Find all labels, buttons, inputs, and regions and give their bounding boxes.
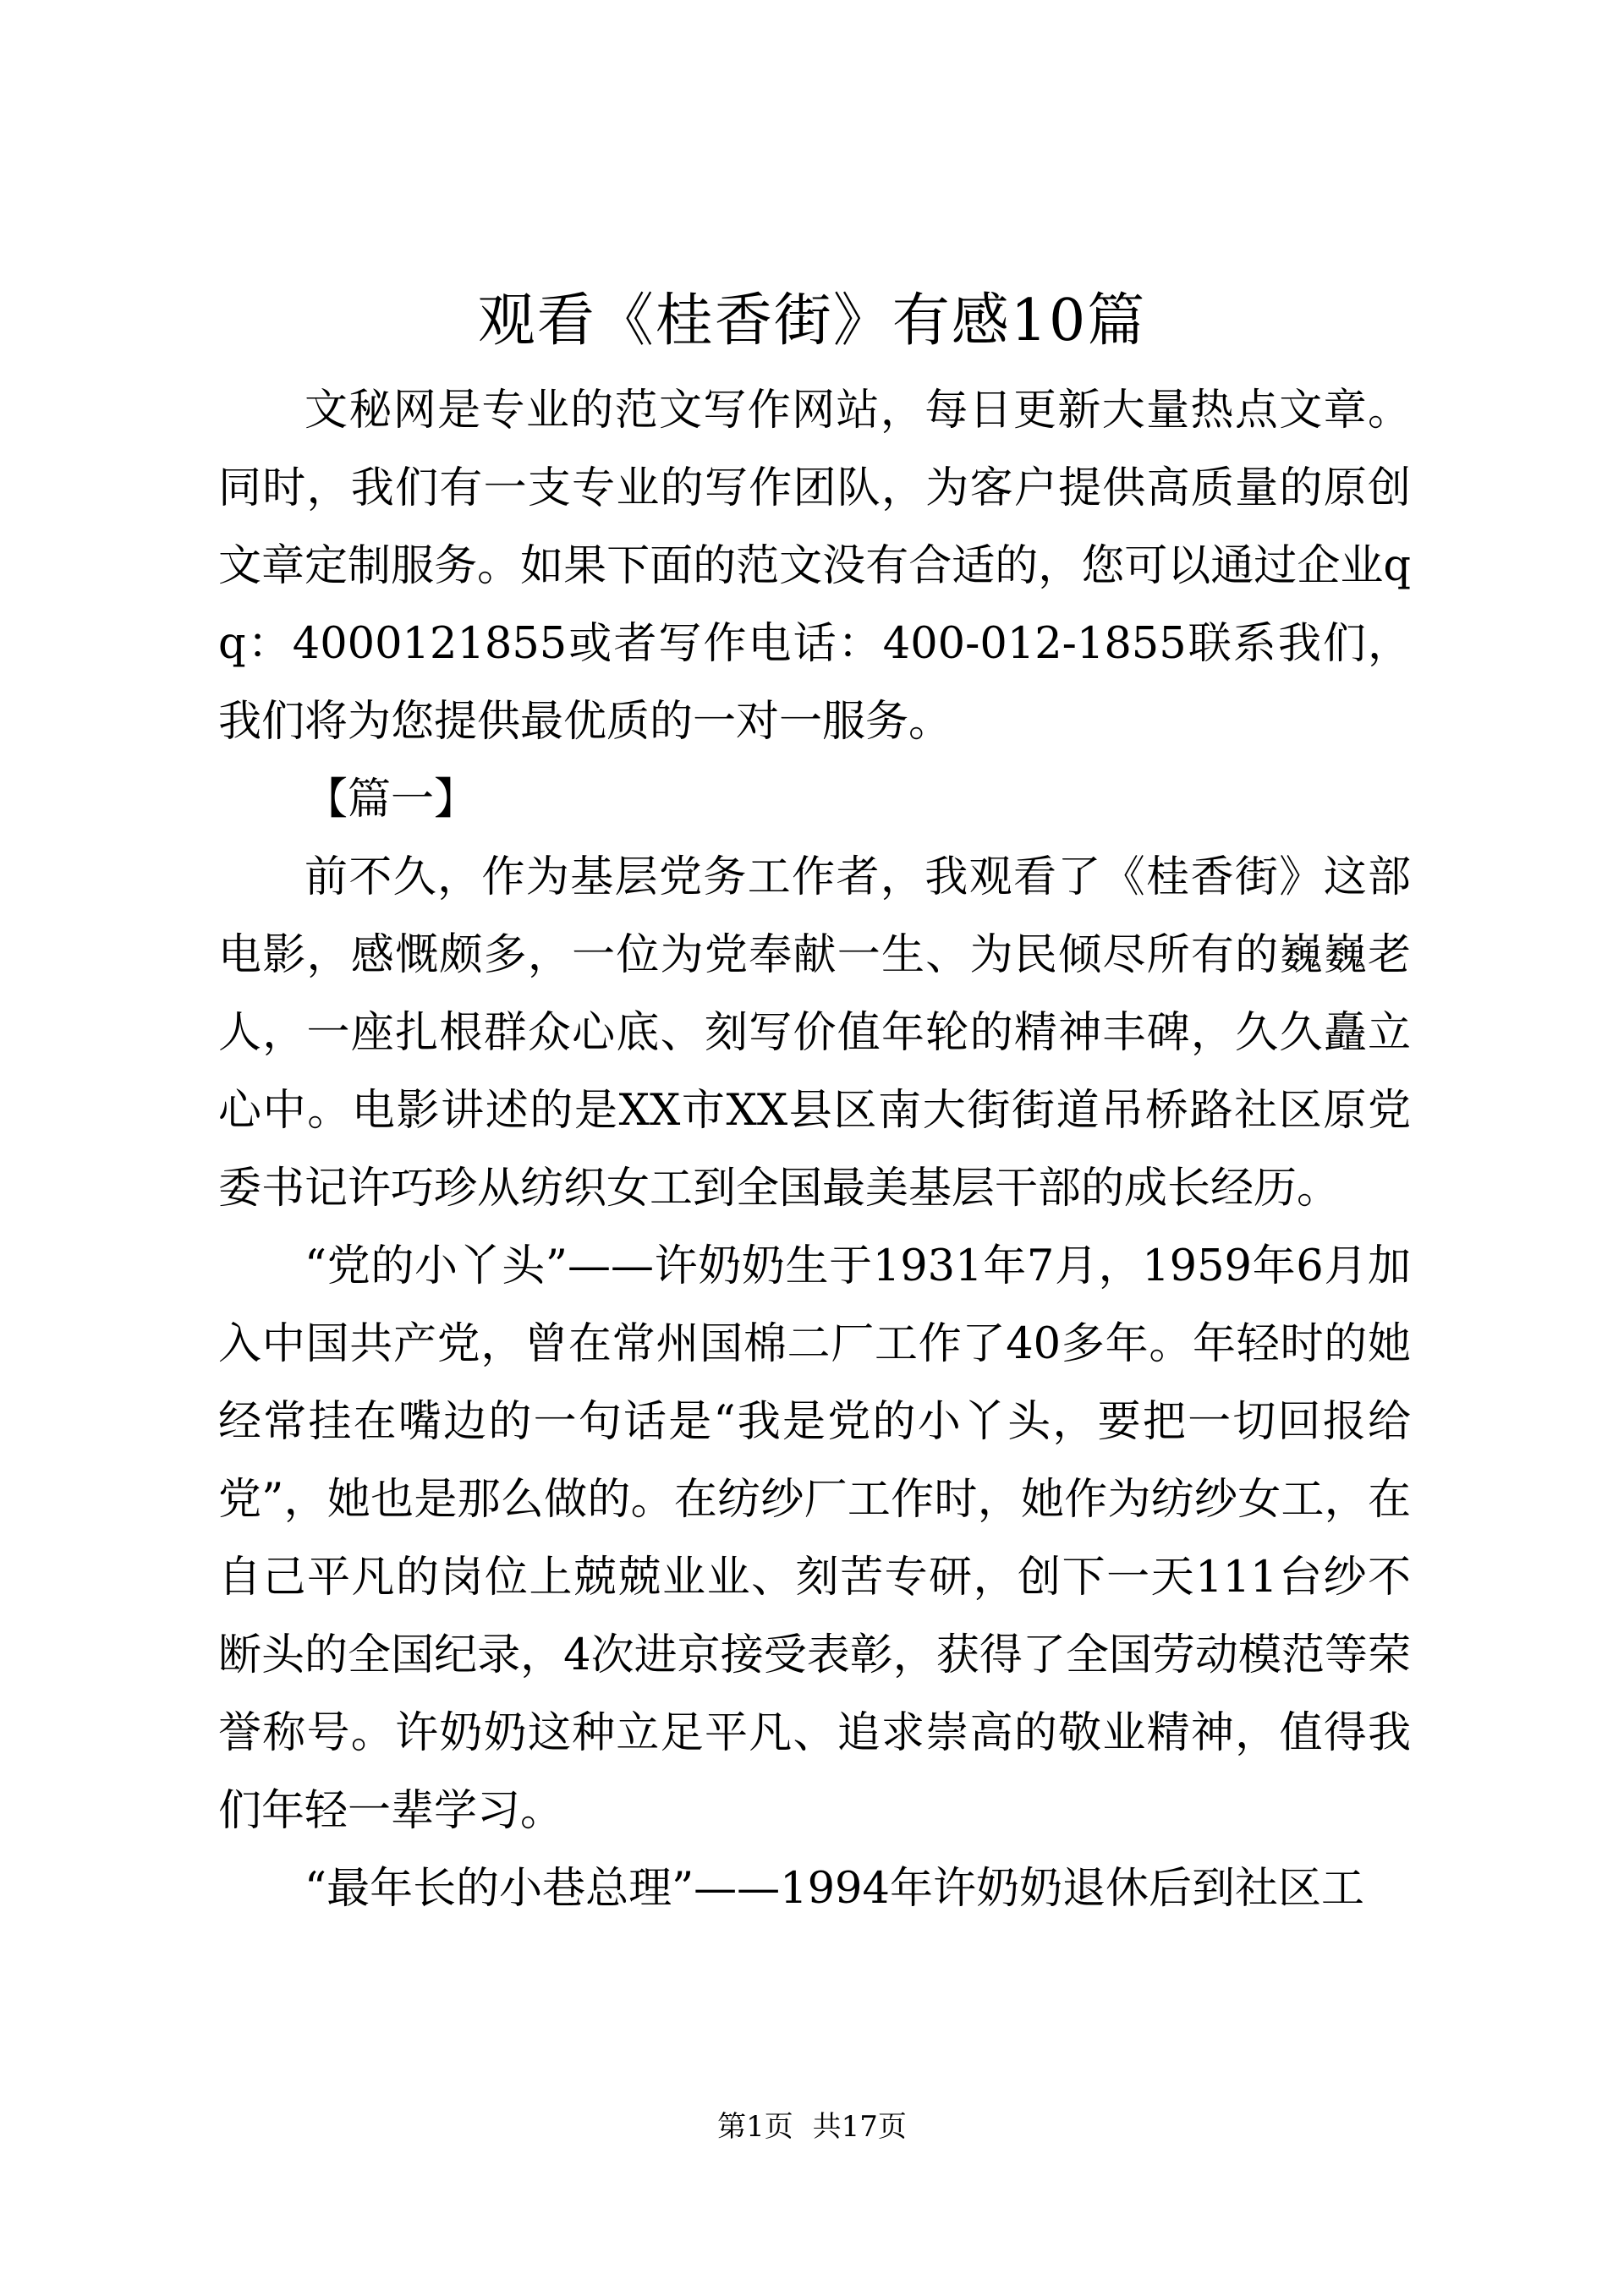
body-paragraph: “最年长的小巷总理”——1994年许奶奶退休后到社区工: [304, 1864, 1364, 1914]
page-footer: [0, 2106, 1624, 2148]
page-total: 共17页: [812, 2110, 907, 2144]
body-paragraph: “党的小丫头”——许奶奶生于1931年7月，1959年6月加入中国共产党，曾在常州国棉二厂工作了40多年。年轻时的她经常挂在嘴边的一句话是“我是党的小丫头，要把一切回报给党”，她也是那么做的。在纺纱厂工作时，她作为纺纱女工，在自己平凡的岗位上兢兢业业、刻苦专研，创下一天111台纱不断头的全国纪录，4次进京接受表彰，获得了全国劳动模范等荣誉称号。许奶奶这种立足平凡、追求崇高的敬业精神，值得我们年轻一辈学习。: [218, 1241, 1411, 1836]
document-body: [218, 372, 1411, 1928]
page-number: 第1页: [717, 2110, 793, 2144]
body-paragraph: 前不久，作为基层党务工作者，我观看了《桂香街》这部电影，感慨颇多，一位为党奉献一生、为民倾尽所有的巍巍老人，一座扎根群众心底、刻写价值年轮的精神丰碑，久久矗立心中。电影讲述的是XX市XX县区南大街街道吊桥路社区原党委书记许巧珍从纺织女工到全国最美基层干部的成长经历。: [218, 852, 1411, 1214]
intro-paragraph: 文秘网是专业的范文写作网站，每日更新大量热点文章。同时，我们有一支专业的写作团队，为客户提供高质量的原创文章定制服务。如果下面的范文没有合适的，您可以通过企业qq：4000121855或者写作电话：400-012-1855联系我们，我们将为您提供最优质的一对一服务。: [218, 386, 1411, 747]
document-title: 观看《桂香街》有感10篇: [477, 288, 1147, 354]
section-heading: 【篇一】: [304, 775, 478, 825]
